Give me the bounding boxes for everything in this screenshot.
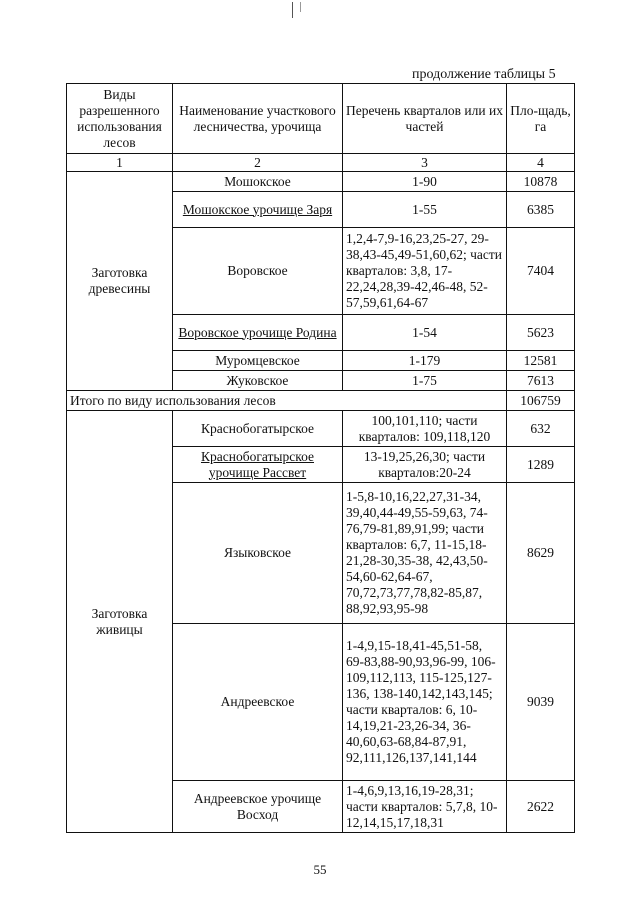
column-number: 1 <box>67 154 173 172</box>
header-row <box>67 84 575 154</box>
page-number: 55 <box>313 862 327 877</box>
quarters-cell: 1,2,4-7,9-16,23,25-27, 29-38,43-45,49-51,60,62; части кварталов: 3,8, 17-22,24,28,39-42,46-48, 52-57,59,61,64-67 <box>343 228 507 315</box>
forestry-name: Жуковское <box>173 371 343 391</box>
quarters-cell: 1-4,6,9,13,16,19-28,31; части кварталов: 5,7,8, 10-12,14,15,17,18,31 <box>343 781 507 833</box>
table-continuation-label: продолжение таблицы 5 <box>412 67 556 82</box>
column-number-row <box>67 154 575 172</box>
total-area: 106759 <box>507 391 575 411</box>
use-type-cell: Заготовка живицы <box>67 411 173 833</box>
column-number: 3 <box>343 154 507 172</box>
column-number: 2 <box>173 154 343 172</box>
column-number: 4 <box>507 154 575 172</box>
area-cell: 9039 <box>507 624 575 781</box>
table-row <box>67 172 575 192</box>
forestry-name: Мошокское <box>173 172 343 192</box>
quarters-cell: 1-179 <box>343 351 507 371</box>
forestry-name: Воровское <box>173 228 343 315</box>
scan-artifact-mark <box>292 2 293 18</box>
header-area: Пло-щадь, га <box>507 84 575 154</box>
area-cell: 12581 <box>507 351 575 371</box>
use-type-cell: Заготовка древесины <box>67 172 173 391</box>
area-cell: 2622 <box>507 781 575 833</box>
total-label: Итого по виду использования лесов <box>67 391 507 411</box>
forestry-name: Краснобогатырское <box>173 411 343 447</box>
area-cell: 1289 <box>507 447 575 483</box>
total-row <box>67 391 575 411</box>
quarters-cell: 1-90 <box>343 172 507 192</box>
forestry-name: Языковское <box>173 483 343 624</box>
quarters-cell: 1-54 <box>343 315 507 351</box>
area-cell: 632 <box>507 411 575 447</box>
area-cell: 10878 <box>507 172 575 192</box>
area-cell: 8629 <box>507 483 575 624</box>
area-cell: 5623 <box>507 315 575 351</box>
quarters-cell: 13-19,25,26,30; части кварталов:20-24 <box>343 447 507 483</box>
forestry-name: Андреевское <box>173 624 343 781</box>
scan-artifact-mark <box>300 2 301 12</box>
forestry-name: Андреевское урочище Восход <box>173 781 343 833</box>
quarters-cell: 1-5,8-10,16,22,27,31-34, 39,40,44-49,55-59,63, 74-76,79-81,89,91,99; части кварталов: 6,7, 11-15,18-21,28-30,35-38, 42,43,50-54,60-62,64-67, 70,72,73,77,78,82-85,87, 88,92,93,95-98 <box>343 483 507 624</box>
header-quarters: Перечень кварталов или их частей <box>343 84 507 154</box>
header-forestry-name: Наименование участкового лесничества, урочища <box>173 84 343 154</box>
quarters-cell: 100,101,110; части кварталов: 109,118,120 <box>343 411 507 447</box>
forestry-name: Воровское урочище Родина <box>173 315 343 351</box>
quarters-cell: 1-75 <box>343 371 507 391</box>
area-cell: 6385 <box>507 192 575 228</box>
table-row <box>67 411 575 447</box>
area-cell: 7404 <box>507 228 575 315</box>
forestry-name: Мошокское урочище Заря <box>173 192 343 228</box>
quarters-cell: 1-55 <box>343 192 507 228</box>
header-use-type: Виды разрешенного использования лесов <box>67 84 173 154</box>
forestry-name: Муромцевское <box>173 351 343 371</box>
area-cell: 7613 <box>507 371 575 391</box>
forest-use-table <box>66 83 575 833</box>
quarters-cell: 1-4,9,15-18,41-45,51-58, 69-83,88-90,93,96-99, 106-109,112,113, 115-125,127-136, 138-140,142,143,145; части кварталов: 6, 10-14,19,21-23,26-34, 36-40,60,63-68,84-87,91, 92,111,126,137,141,144 <box>343 624 507 781</box>
forestry-name: Краснобогатырское урочище Рассвет <box>173 447 343 483</box>
